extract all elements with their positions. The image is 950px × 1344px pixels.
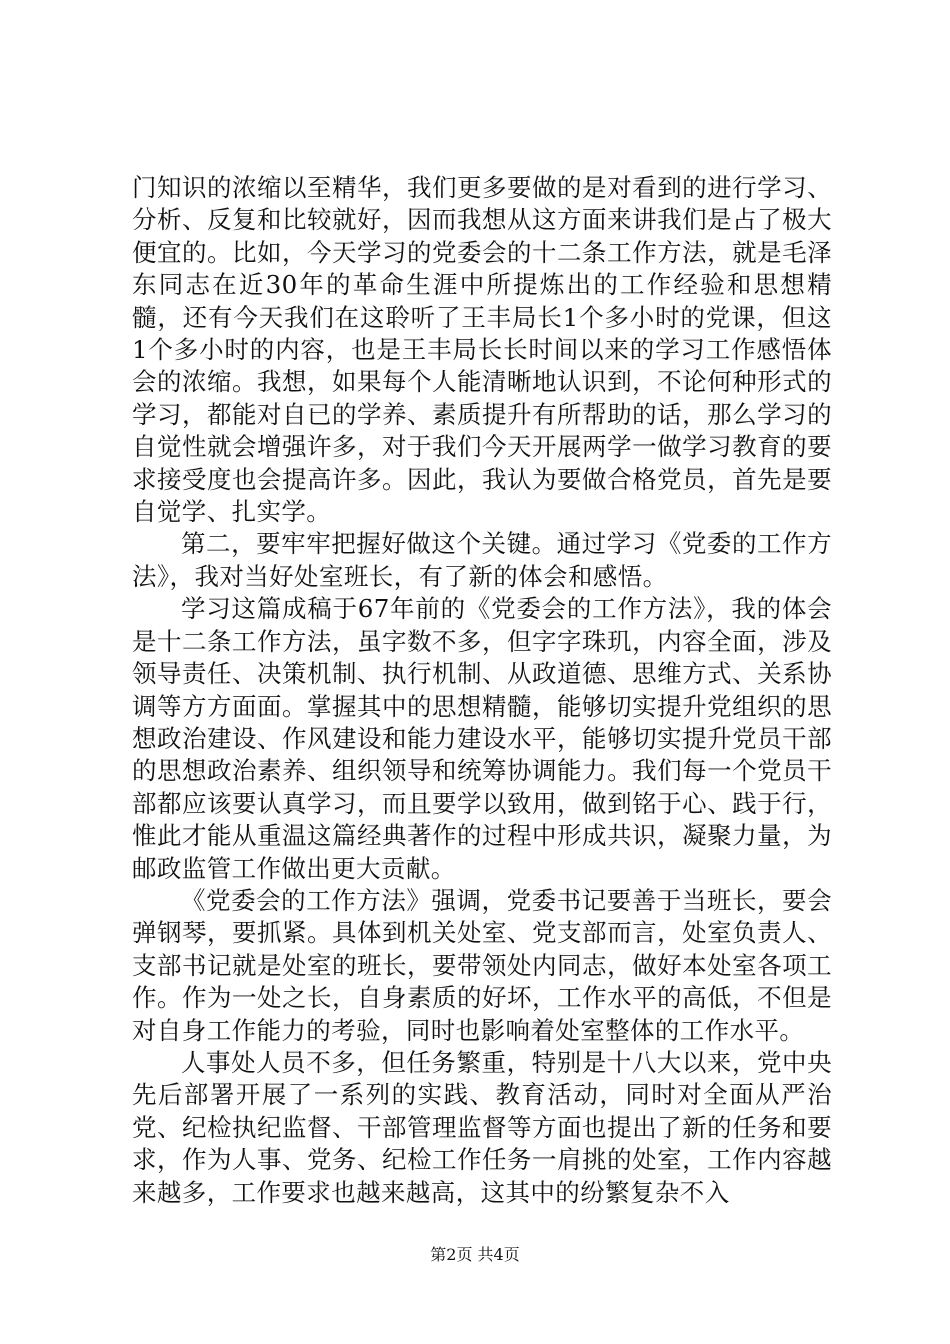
paragraph-personnel-office: 人事处人员不多，但任务繁重，特别是十八大以来，党中央先后部署开展了一系列的实践、教育活动，同时对全面从严治党、纪检执纪监督、干部管理监督等方面也提出了新的任务和要求，作为人事、党务、纪检工作任务一肩挑的处室，工作内容越来越多，工作要求也越来越高，这其中的纷繁复杂不入 (132, 1047, 832, 1207)
paragraph-study-experience: 学习这篇成稿于67年前的《党委会的工作方法》，我的体会是十二条工作方法，虽字数不多，但字字珠玑，内容全面，涉及领导责任、决策机制、执行机制、从政道德、思维方式、关系协调等方方面面。掌握其中的思想精髓，能够切实提升党组织的思想政治建设、作风建设和能力建设水平，能够切实提升党员干部的思想政治素养、组织领导和统筹协调能力。我们每一个党员干部都应该要认真学习，而且要学以致用，做到铭于心、践于行，惟此才能从重温这篇经典著作的过程中形成共识，凝聚力量，为邮政监管工作做出更大贡献。 (132, 594, 832, 883)
document-body (132, 172, 832, 1209)
paragraph-continued: 门知识的浓缩以至精华，我们更多要做的是对看到的进行学习、分析、反复和比较就好，因而我想从这方面来讲我们是占了极大便宜的。比如，今天学习的党委会的十二条工作方法，就是毛泽东同志在近30年的革命生涯中所提炼出的工作经验和思想精髓，还有今天我们在这聆听了王丰局长1个多小时的党课，但这1个多小时的内容，也是王丰局长长时间以来的学习工作感悟体会的浓缩。我想，如果每个人能清晰地认识到，不论何种形式的学习，都能对自已的学养、素质提升有所帮助的话，那么学习的自觉性就会增强许多，对于我们今天开展两学一做学习教育的要求接受度也会提高许多。因此，我认为要做合格党员，首先是要自觉学、扎实学。 (132, 173, 832, 527)
page-number-footer: 第2页 共4页 (430, 1245, 520, 1264)
paragraph-second-point: 第二，要牢牢把握好做这个关键。通过学习《党委的工作方法》，我对当好处室班长，有了新的体会和感悟。 (132, 529, 832, 591)
paragraph-squad-leader: 《党委会的工作方法》强调，党委书记要善于当班长，要会弹钢琴，要抓紧。具体到机关处室、党支部而言，处室负责人、支部书记就是处室的班长，要带领处内同志，做好本处室各项工作。作为一处之长，自身素质的好坏，工作水平的高低，不但是对自身工作能力的考验，同时也影响着处室整体的工作水平。 (132, 885, 832, 1045)
